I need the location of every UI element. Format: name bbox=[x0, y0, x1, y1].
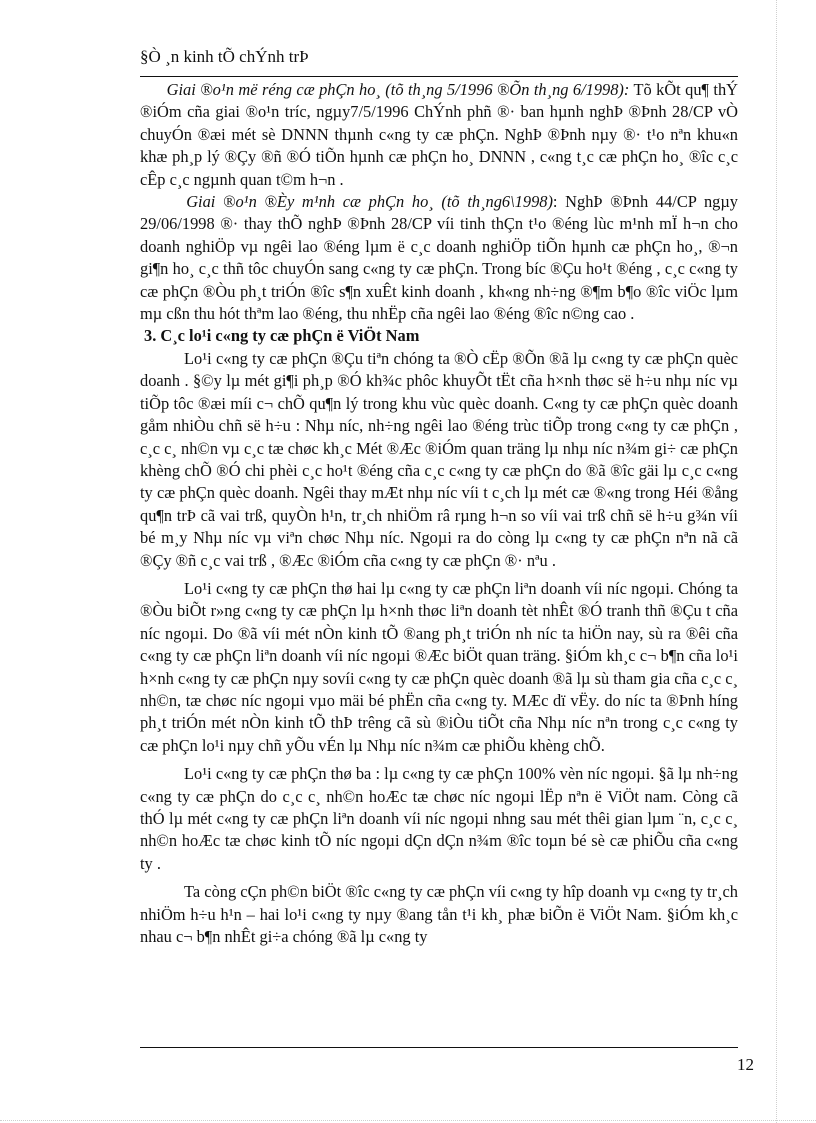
paragraph-type-three: Lo¹i c«ng ty cæ phÇn thø ba : lµ c«ng ty cæ phÇn 100% vèn níc ngoµi. §ã lµ nh÷ng c«ng ty cæ phÇn do c¸c c¸ nh©n hoÆc tæ chøc níc ngoµi lËp nªn ë ViÖt nam. Còng cã thÓ lµ mét c«ng ty cæ phÇn liªn doanh víi níc ngoµi nhng sau mét thêi gian lµm ¨n, c¸c c¸ nh©n hoÆc tæ chøc kinh tÕ níc ngoµi dÇn dÇn n¾m ®îc toµn bé sè cæ phiÕu cña c«ng ty . bbox=[140, 764, 738, 873]
page-body bbox=[140, 79, 738, 948]
phase-acceleration-heading: Giai ®o¹n ®Èy m¹nh cæ phÇn ho¸ (tõ th¸ng6\1998) bbox=[186, 192, 553, 212]
paragraph-type-one: Lo¹i c«ng ty cæ phÇn ®Çu tiªn chóng ta ®Ò cËp ®Õn ®ã lµ c«ng ty cæ phÇn quèc doanh . §©y lµ mét gi¶i ph¸p ®Ó kh¾c phôc khuyÕt tËt cña h×nh thøc së h÷u nhµ níc vµ tiÕp tôc ®æi míi c¬ chÕ qu¶n lý trong khu vùc quèc doanh. C«ng ty cæ phÇn quèc doanh gåm nhiÒu chñ së h÷u : Nhµ níc, nh÷ng ngêi lao ®éng trùc tiÕp trong c«ng ty cæ phÇn , c¸c c¸ nh©n vµ c¸c tæ chøc kh¸c Mét ®Æc ®iÓm quan träng lµ nhµ níc n¾m gi÷ cæ phÇn khèng chÕ ®Ó chi phèi c¸c ho¹t ®éng cña c¸c c«ng ty cæ phÇn do ®ã ®îc gäi lµ c¸c c«ng ty cæ phÇn quèc doanh. Ngêi thay mÆt nhµ níc víi t c¸ch lµ mét cæ ®«ng trong Héi ®ång qu¶n trÞ cã vai trß, quyÒn h¹n, tr¸ch nhiÖm râ rµng h¬n so víi vai trß chñ së h÷u g¾n víi bé m¸y Nhµ níc vµ viªn chøc Nhµ níc. Ngoµi ra do còng lµ c«ng ty cæ phÇn nªn nã cã ®Çy ®ñ c¸c vai trß , ®Æc ®iÓm cña c«ng ty cæ phÇn ®· nªu . bbox=[140, 348, 738, 570]
page-edge-bottom bbox=[0, 1120, 816, 1121]
phase-acceleration-text: : NghÞ ®Þnh 44/CP ngµy 29/06/1998 ®· thay thÕ nghÞ ®Þnh 28/CP víi tinh thÇn t¹o ®éng lùc m¹nh mÏ h¬n cho doanh nghiÖp vµ ngêi lao ®éng lµm ë c¸c doanh nghiÖp tiÕn hµnh cæ phÇn ho¸, ®¬n gi¶n ho¸ c¸c thñ tôc chuyÓn sang c«ng ty cæ phÇn. Trong bíc ®Çu ho¹t ®éng , c¸c c«ng ty cæ phÇn ®Òu ph¸t triÓn ®îc s¶n xuÊt kinh doanh , kh«ng nh÷ng ®¶m b¶o ®îc viÖc lµm mµ cßn thu hót thªm lao ®éng, thu nhËp cña ngêi lao ®éng ®îc n©ng cao . bbox=[140, 192, 738, 324]
running-header: §Ò ¸n kinh tÕ chÝnh trÞ bbox=[140, 47, 309, 66]
phase-expansion-text: Tõ kÕt qu¶ thÝ ®iÓm cña giai ®o¹n tríc, ngµy7/5/1996 ChÝnh phñ ®· ban hµnh nghÞ ®Þnh 28/CP vÒ chuyÓn ®æi mét sè DNNN thµnh c«ng ty cæ phÇn. NghÞ ®Þnh nµy ®· t¹o nªn khu«n khæ ph¸p lý ®Çy ®ñ ®Ó tiÕn hµnh cæ phÇn ho¸ DNNN , c«ng t¸c cæ phÇn ho¸ ®îc c¸c cÊp c¸c ngµnh quan t©m h¬n . bbox=[140, 80, 739, 189]
paragraph-type-two: Lo¹i c«ng ty cæ phÇn thø hai lµ c«ng ty cæ phÇn liªn doanh víi níc ngoµi. Chóng ta ®Òu biÕt r»ng c«ng ty cæ phÇn lµ h×nh thøc liªn doanh tèt nhÊt ®Ó tranh thñ ®Çu t cña níc ngoµi. Do ®ã víi mét nÒn kinh tÕ ®ang ph¸t triÓn nh níc ta hiÖn nay, sù ra ®êi cña c«ng ty cæ phÇn liªn doanh víi níc ngoµi ®Æc biÖt quan träng. §iÓm kh¸c c¬ b¶n cña lo¹i h×nh c«ng ty cæ phÇn nµy sovíi c«ng ty cæ phÇn quèc doanh ®ã lµ sù tham gia cña c¸c c¸ nh©n, tæ chøc níc ngoµi vµo mäi bé phËn cña c«ng ty. MÆc dï vËy. do níc ta ®Þnh híng ph¸t triÓn mét nÒn kinh tÕ thÞ trêng cã sù ®iÒu tiÕt cña Nhµ níc nªn trong c¸c c«ng ty cæ phÇn lo¹i nµy chñ yÕu vÉn lµ Nhµ níc n¾m cæ phiÕu khèng chÕ. bbox=[140, 578, 738, 755]
paragraph-phase-acceleration bbox=[140, 191, 738, 325]
page-number: 12 bbox=[737, 1055, 754, 1074]
footer-rule bbox=[140, 1047, 738, 1048]
header-rule bbox=[140, 76, 738, 77]
section-heading: 3. C¸c lo¹i c«ng ty cæ phÇn ë ViÖt Nam bbox=[144, 326, 420, 346]
phase-expansion-heading: Giai ®o¹n më réng cæ phÇn ho¸ (tõ th¸ng 5/1996 ®Õn th¸ng 6/1998): bbox=[166, 80, 630, 99]
paragraph-phase-expansion bbox=[140, 79, 738, 191]
page-edge-right bbox=[776, 0, 777, 1123]
paragraph-distinction: Ta còng cÇn ph©n biÖt ®îc c«ng ty cæ phÇn víi c«ng ty hîp doanh vµ c«ng ty tr¸ch nhiÖm h÷u h¹n – hai lo¹i c«ng ty nµy ®ang tån t¹i kh¸ phæ biÕn ë ViÖt Nam. §iÓm kh¸c nhau c¬ b¶n nhÊt gi÷a chóng ®ã lµ c«ng ty bbox=[140, 882, 738, 947]
